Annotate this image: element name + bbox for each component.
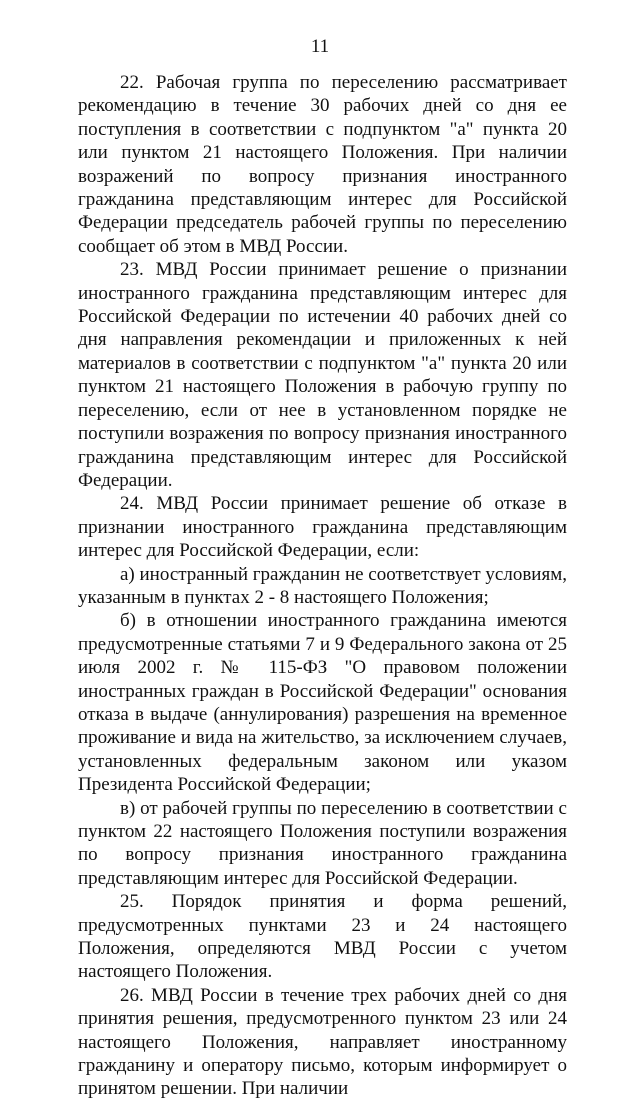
paragraph-24: 24. МВД России принимает решение об отказе в признании иностранного гражданина представляющим интерес для Российской Федерации, если: (78, 493, 567, 562)
paragraph-22: 22. Рабочая группа по переселению рассматривает рекомендацию в течение 30 рабочих дней со дня ее поступления в соответствии с подпунктом "а" пункта 20 или пунктом 21 настоящего Положения. При наличии возражений по вопросу признания иностранного гражданина представляющим интерес для Российской Федерации председатель рабочей группы по переселению сообщает об этом в МВД России. (78, 72, 567, 257)
page-number: 11 (310, 36, 330, 57)
paragraph-24-b: б) в отношении иностранного гражданина имеются предусмотренные статьями 7 и 9 Федерального закона от 25 июля 2002 г. № 115-ФЗ "О правовом положении иностранных граждан в Российской Федерации" основания отказа в выдаче (аннулирования) разрешения на временное проживание и вида на жительство, за исключением случаев, установленных федеральным законом или указом Президента Российской Федерации; (78, 610, 567, 796)
paragraph-24-a: а) иностранный гражданин не соответствует условиям, указанным в пунктах 2 - 8 настоящего Положения; (78, 563, 567, 608)
paragraph-23: 23. МВД России принимает решение о признании иностранного гражданина представляющим интерес для Российской Федерации по истечении 40 рабочих дней со дня направления рекомендации и приложенных к ней материалов в соответствии с подпунктом "а" пункта 20 или пунктом 21 настоящего Положения в рабочую группу по переселению, если от нее в установленном порядке не поступили возражения по вопросу признания иностранного гражданина представляющим интерес для Российской Федерации. (78, 259, 567, 491)
document-body (78, 71, 567, 1101)
paragraph-26: 26. МВД России в течение трех рабочих дней со дня принятия решения, предусмотренного пунктом 23 или 24 настоящего Положения, направляет иностранному гражданину и оператору письмо, которым информирует о принятом решении. При наличии (78, 984, 567, 1100)
paragraph-24-v: в) от рабочей группы по переселению в соответствии с пунктом 22 настоящего Положения поступили возражения по вопросу признания иностранного гражданина представляющим интерес для Российской Федерации. (78, 797, 567, 889)
paragraph-25: 25. Порядок принятия и форма решений, предусмотренных пунктами 23 и 24 настоящего Положения, определяются МВД России с учетом настоящего Положения. (78, 891, 567, 983)
